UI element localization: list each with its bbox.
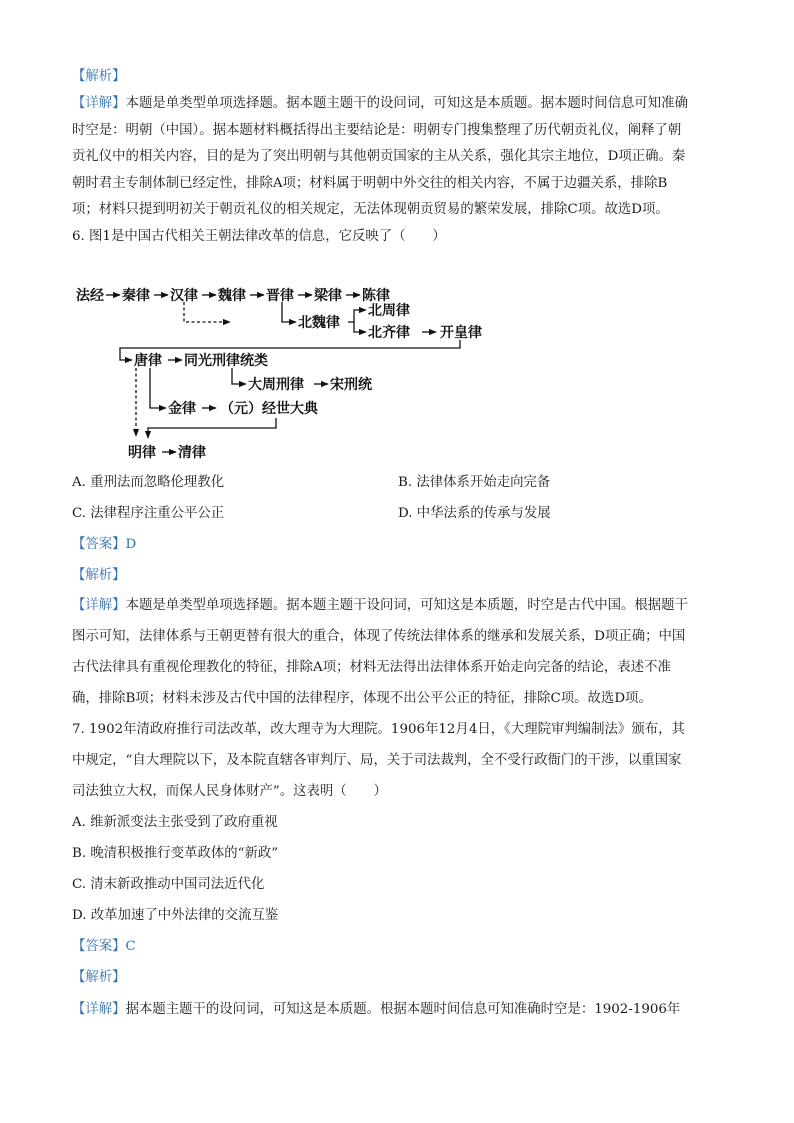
detail-paragraph-line: 时空是：明朝（中国）。据本题材料概括得出主要结论是：明朝专门搜集整理了历代朝贡礼仪，阐释了朝 [72,122,682,138]
node-tongguang: 同光刑律统类 [184,353,268,369]
answer-text: 【答案】D [72,537,137,552]
detail-paragraph-line: 确，排除B项；材料未涉及古代中国的法律程序，体现不出公平公正的特征，排除C项。故选D项。 [72,691,652,706]
detail-paragraph-line: 图示可知，法律体系与王朝更替有很大的重合，体现了传统法律体系的继承和发展关系，D项正确；中国 [72,629,686,644]
node-chenlv: 陈律 [362,288,390,304]
text-line: 本题是单类型单项选择题。据本题主题干设问词，可知这是本质题，时空是古代中国。根据题干 [125,598,688,613]
law-evolution-diagram [70,280,500,470]
option-c[interactable]: C. 法律程序注重公平公正 [72,506,225,521]
analysis-heading: 【解析】 [72,69,126,84]
node-tanglv: 唐律 [134,353,162,369]
question-7-stem-line: 司法独立大权，而保人民身体财产”。这表明（ ） [72,784,387,799]
arrow [120,340,460,360]
arrow [348,310,366,322]
node-weilv: 魏律 [218,288,246,304]
option-a[interactable]: A. 维新派变法主张受到了政府重视 [72,815,278,830]
detail-paragraph-line [72,593,722,620]
question-7-stem-line: 中规定，“自大理院以下，及本院直辖各审判厅、局，关于司法裁判，全不受行政衙门的干涉，以重国家 [72,753,682,768]
text-line: 据本题主题干的设问词，可知这是本质题。根据本题时间信息可知准确时空是：1902-1906年 [125,1002,681,1017]
question-6-stem: 6. 图1是中国古代相关王朝法律改革的信息，它反映了（ ） [72,228,446,244]
node-hanlv: 汉律 [170,288,198,304]
analysis-heading: 【解析】 [72,568,126,583]
node-yuan: （元）经世大典 [220,401,318,417]
arrow [150,368,166,408]
node-jinlv: 晋律 [266,288,294,304]
node-minglv: 明律 [128,445,156,461]
node-jinlv2: 金律 [168,401,196,417]
node-beiqilv: 北齐律 [368,325,410,341]
node-dazhou: 大周刑律 [248,377,304,393]
answer-text: 【答案】C [72,939,136,954]
arrow [354,322,366,332]
arrow [148,418,276,438]
node-fajing: 法经 [76,288,104,304]
detail-paragraph-line: 古代法律具有重视伦理教化的特征，排除A项；材料无法得出法律体系开始走向完备的结论，表述不准 [72,660,671,675]
node-kaihuanglv: 开皇律 [440,325,482,341]
node-qinlv: 秦律 [122,288,150,304]
analysis-heading: 【解析】 [72,970,126,985]
node-beizhoulv: 北周律 [368,303,410,319]
question-7-stem-line: 7. 1902年清政府推行司法改革，改大理寺为大理院。1906年12月4日，《大理院审判编制法》颁布，其 [72,722,685,737]
option-d[interactable]: D. 改革加速了中外法律的交流互鉴 [72,908,279,923]
detail-paragraph-line: 贡礼仪中的相关内容，目的是为了突出明朝与其他朝贡国家的主从关系，强化其宗主地位，D项正确。秦 [72,149,686,164]
detail-paragraph-line [72,91,722,118]
node-lianglv: 梁律 [314,288,342,304]
detail-tag: 【详解】 [72,96,126,111]
node-qinglv: 清律 [178,445,206,461]
option-b[interactable]: B. 晚清积极推行变革政体的“新政” [72,846,279,861]
answer-line [72,934,722,961]
option-b[interactable]: B. 法律体系开始走向完备 [398,475,551,490]
option-d[interactable]: D. 中华法系的传承与发展 [398,506,551,521]
text-line: 本题是单类型单项选择题。据本题主题干的设问词，可知这是本质题。据本题时间信息可知准确 [125,96,688,111]
answer-line [72,532,722,559]
detail-tag: 【详解】 [72,598,126,613]
option-a[interactable]: A. 重刑法而忽略伦理教化 [72,475,225,490]
detail-paragraph-line: 项；材料只提到明初关于朝贡礼仪的相关规定，无法体现朝贡贸易的繁荣发展，排除C项。故选D项。 [72,202,669,217]
detail-paragraph-line [72,997,722,1024]
dashed-arrow [184,302,230,322]
node-songxingtong: 宋刑统 [330,377,372,393]
detail-paragraph-line: 朝时君主专制体制已经定性，排除A项；材料属于明朝中外交往的相关内容，不属于边疆关系，排除B [72,175,668,191]
node-beiweilv: 北魏律 [298,315,340,331]
arrow [282,302,296,322]
option-c[interactable]: C. 清末新政推动中国司法近代化 [72,877,265,892]
detail-tag: 【详解】 [72,1002,126,1017]
arrow [232,368,246,384]
